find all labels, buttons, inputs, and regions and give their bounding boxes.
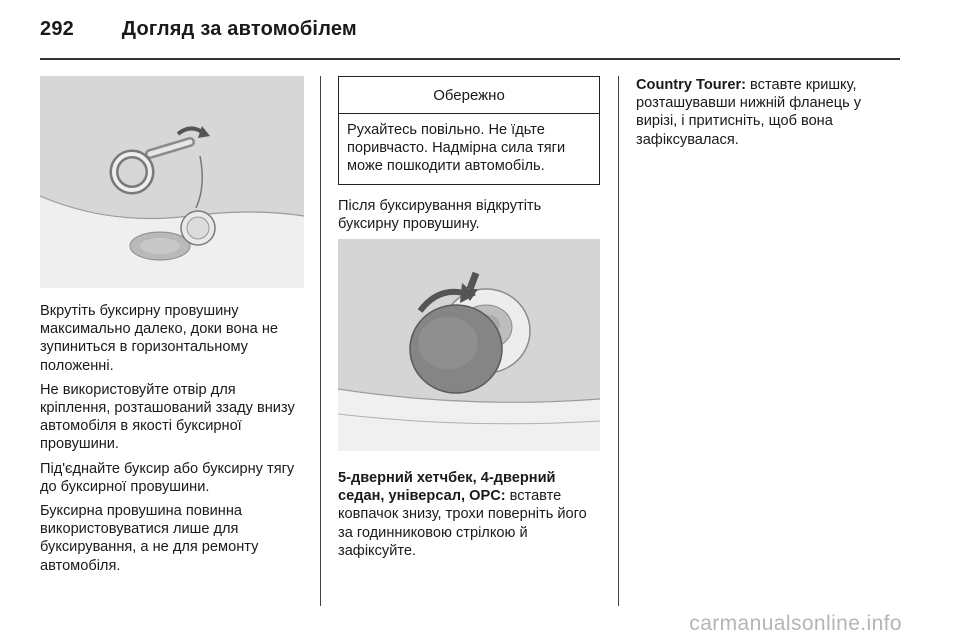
caption [338,469,600,560]
paragraph: Буксирна провушина повинна використовуватися лише для буксирування, а не для ремонту автомобіля. [40,503,259,574]
page-title: Догляд за автомобілем [121,18,357,40]
country-tourer-paragraph [636,76,900,149]
column-1-text [40,302,304,575]
paragraph: Під'єднайте буксир або буксирну тягу до буксирної провушини. [40,460,295,495]
tow-eye-illustration [40,76,304,288]
country-tourer-text: вставте кришку, розташувавши нижній фланець у вирізі, і притисніть, щоб вона зафіксувалася. [636,77,862,148]
cover-cap-illustration [338,239,600,451]
caption-text: вставте ковпачок знизу, трохи поверніть його за годинниковою стрілкою й зафіксуйте. [338,488,587,559]
column-separator-1 [320,76,321,606]
caution-title: Обережно [339,77,599,114]
page-header [40,18,357,41]
caution-box [338,76,600,185]
header-rule [40,58,900,60]
paragraph: Після буксирування відкрутіть буксирну провушину. [338,197,542,232]
caption-bold: 5-дверний хетчбек, 4-дверний седан, універсал, OPC: [338,470,556,505]
paragraph: Не використовуйте отвір для кріплення, розташований ззаду внизу автомобіля в якості буксирної провушини. [40,381,295,453]
tow-eye-drawing [40,76,304,288]
paragraph: Вкрутіть буксирну провушину максимально далеко, доки вона не зупиниться в горизонтальному положенні. [40,303,279,374]
column-2 [338,76,600,566]
cover-cap-drawing [338,239,600,451]
column-separator-2 [618,76,619,606]
column-1 [40,76,304,581]
country-tourer-label: Country Tourer: [636,77,746,93]
column-3 [636,76,900,155]
caution-text: Рухайтесь повільно. Не їдьте поривчасто. Надмірна сила тяги може пошкодити автомобіль. [347,122,566,175]
page-number: 292 [40,18,74,40]
watermark: carmanualsonline.info [689,612,902,635]
